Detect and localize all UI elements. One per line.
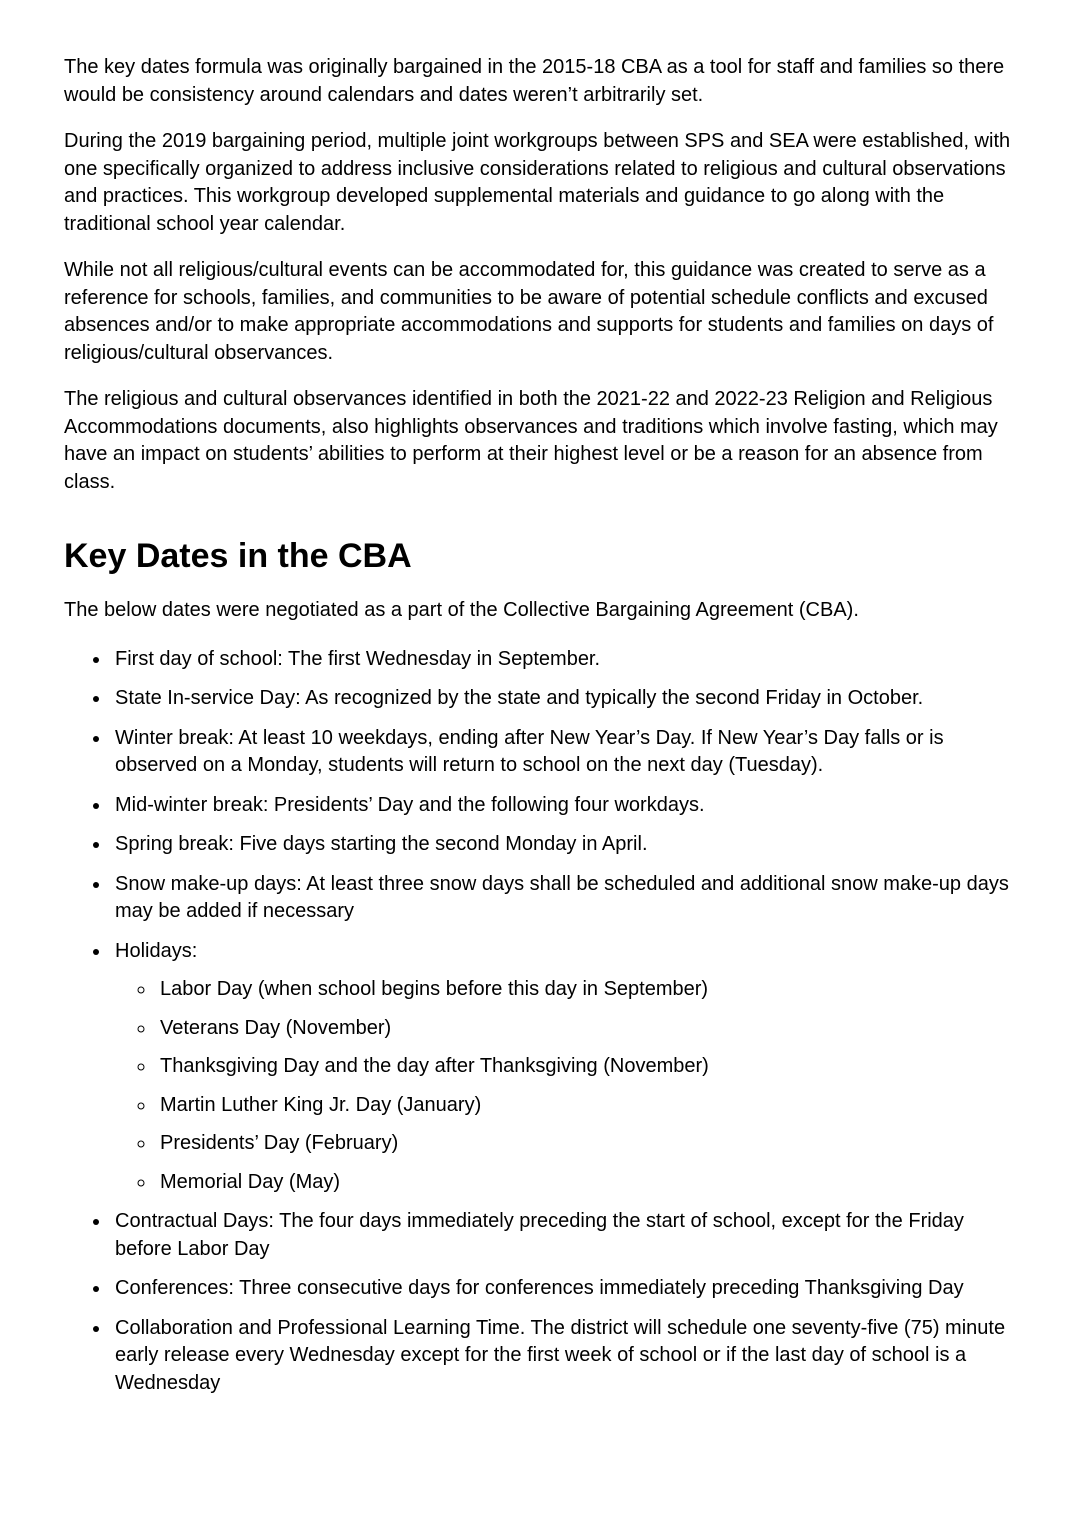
bullet-snow-makeup: • Snow make-up days: At least three snow days shall be scheduled and additional snow make-up days may be added if necessary [111, 871, 1026, 926]
sub-bullet-thanksgiving: ◦ Thanksgiving Day and the day after Thanksgiving (November) [156, 1053, 1026, 1081]
sub-bullet-mlk-day: ◦ Martin Luther King Jr. Day (January) [156, 1092, 1026, 1120]
paragraph-2019-bargaining: During the 2019 bargaining period, multiple joint workgroups between SPS and SEA were established, with one specifically organized to address inclusive considerations related to religious and cultural observations and practices. This workgroup developed supplemental materials and guidance to go along with the traditional school year calendar. [64, 130, 1011, 235]
section-intro: The below dates were negotiated as a part of the Collective Bargaining Agreement (CBA). [64, 599, 859, 621]
bullet-mid-winter-break: • Mid-winter break: Presidents’ Day and the following four workdays. [111, 792, 1026, 820]
bullet-winter-break: • Winter break: At least 10 weekdays, ending after New Year’s Day. If New Year’s Day falls or is observed on a Monday, students will return to school on the next day (Tuesday). [111, 725, 1026, 780]
key-dates-list [64, 646, 1026, 1398]
paragraph-key-dates-formula: The key dates formula was originally bargained in the 2015-18 CBA as a tool for staff and families so there would be consistency around calendars and dates weren’t arbitrarily set. [64, 56, 1005, 106]
paragraph-guidance-purpose: While not all religious/cultural events can be accommodated for, this guidance was created to serve as a reference for schools, families, and communities to be aware of potential schedule conflicts and excused absences and/or to make appropriate accommodations and supports for students and families on days of religious/cultural observances. [64, 259, 994, 364]
holidays-sub-list [115, 976, 1026, 1196]
section-heading-key-dates: Key Dates in the CBA [64, 537, 412, 575]
sub-bullet-presidents-day: ◦ Presidents’ Day (February) [156, 1130, 1026, 1158]
bullet-state-inservice: • State In-service Day: As recognized by the state and typically the second Friday in October. [111, 685, 1026, 713]
bullet-holidays-label: Holidays: [115, 939, 198, 962]
bullet-holidays [111, 938, 1026, 1197]
bullet-conferences: • Conferences: Three consecutive days for conferences immediately preceding Thanksgiving Day [111, 1275, 1026, 1303]
paragraph-observances-fasting: The religious and cultural observances identified in both the 2021-22 and 2022-23 Religion and Religious Accommodations documents, also highlights observances and traditions which involve fasting, which may have an impact on students’ abilities to perform at their highest level or be a reason for an absence from class. [64, 388, 998, 493]
bullet-spring-break: • Spring break: Five days starting the second Monday in April. [111, 831, 1026, 859]
sub-bullet-memorial-day: ◦ Memorial Day (May) [156, 1169, 1026, 1197]
bullet-contractual-days: • Contractual Days: The four days immediately preceding the start of school, except for the Friday before Labor Day [111, 1208, 1026, 1263]
bullet-collaboration-learning-time: • Collaboration and Professional Learning Time. The district will schedule one seventy-five (75) minute early release every Wednesday except for the first week of school or if the last day of school is a Wednesday [111, 1315, 1026, 1398]
sub-bullet-labor-day: ◦ Labor Day (when school begins before this day in September) [156, 976, 1026, 1004]
sub-bullet-veterans-day: ◦ Veterans Day (November) [156, 1015, 1026, 1043]
bullet-first-day: • First day of school: The first Wednesday in September. [111, 646, 1026, 674]
